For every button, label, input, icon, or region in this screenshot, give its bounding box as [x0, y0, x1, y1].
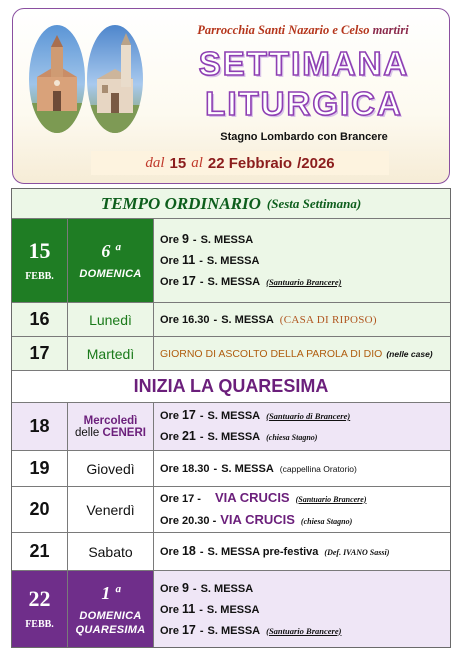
- event-time: 9: [181, 232, 189, 246]
- bell-tower-photo: [87, 25, 143, 133]
- title-line-1: SETTIMANA: [198, 45, 410, 82]
- event-line: Ore 11 - S. MESSA: [160, 250, 259, 271]
- day-name: Martedì: [86, 345, 135, 362]
- event-note: (Santuario di Brancere): [266, 411, 351, 421]
- event-time: Ore 20.30 -: [160, 514, 217, 527]
- day-name-cell: [68, 403, 154, 450]
- schedule-row-18: [12, 403, 450, 451]
- town-name: Stagno Lombardo con Brancere: [220, 131, 388, 143]
- schedule-row-16: [12, 303, 450, 337]
- day-name-cell: [68, 337, 154, 370]
- date-from-day: 15: [169, 154, 187, 172]
- event-time: 18: [181, 543, 196, 558]
- event-note: (chiesa Stagno): [300, 516, 353, 526]
- event-line: [160, 488, 367, 510]
- day-name-ceneri: CENERI: [102, 426, 146, 439]
- event-line: Ore 9 - S. MESSA: [160, 229, 253, 250]
- parish-name: [153, 23, 453, 38]
- events-cell: [154, 403, 450, 450]
- event-note: (CASA DI RIPOSO): [279, 313, 377, 326]
- day-name-cell: [68, 451, 154, 486]
- event-note: (chiesa Stagno): [266, 433, 318, 442]
- day-number: 17: [12, 337, 68, 370]
- event-prefix: Ore: [160, 276, 179, 288]
- event-prefix: Ore: [160, 603, 179, 616]
- event-label: VIA CRUCIS: [214, 489, 290, 505]
- events-cell: [154, 571, 450, 647]
- parish-prefix: Parrocchia Santi Nazario e Celso: [197, 23, 370, 37]
- date-slash: /: [297, 154, 302, 172]
- day-name: DOMENICA: [79, 609, 142, 622]
- season-band-ordinary: [12, 189, 450, 219]
- events-cell: [154, 303, 450, 336]
- event-line: Ore 17 - S. MESSA (Santuario Brancere): [160, 271, 341, 292]
- event-label: S. MESSA: [207, 431, 261, 443]
- weekly-schedule: [11, 188, 451, 648]
- event-line: Ore 11 - S. MESSA: [160, 599, 259, 620]
- season-band-lent: [12, 371, 450, 403]
- day-name: Mercoledì: [83, 414, 138, 427]
- event-label: S. MESSA: [221, 313, 274, 326]
- day-number: 19: [12, 451, 68, 486]
- event-prefix: Ore: [160, 582, 179, 595]
- event-prefix: Ore: [160, 410, 179, 422]
- event-time: 11: [181, 601, 196, 616]
- event-note: (cappellina Oratorio): [279, 463, 357, 474]
- event-note: (nelle case): [386, 348, 433, 359]
- sunday-ordinal: 6 ª: [101, 241, 120, 261]
- day-month: FEBB.: [25, 270, 54, 282]
- season-title: TEMPO ORDINARIO: [100, 193, 261, 213]
- events-cell: [154, 219, 450, 302]
- event-label: S. MESSA: [206, 603, 260, 616]
- event-time: 17: [181, 622, 196, 637]
- event-line: Ore 9 - S. MESSA: [160, 578, 253, 599]
- event-label: S. MESSA: [207, 410, 261, 422]
- day-name: Venerdì: [86, 501, 135, 518]
- day-number-cell: [12, 571, 68, 647]
- event-prefix: Ore: [160, 431, 179, 443]
- season-title: INIZIA LA QUARESIMA: [133, 376, 329, 396]
- event-label: S. MESSA: [207, 276, 261, 288]
- event-line: Ore 17 - S. MESSA (Santuario di Brancere): [160, 405, 350, 426]
- schedule-row-17: [12, 337, 450, 371]
- event-time: 17: [181, 408, 196, 422]
- day-name: Giovedì: [86, 460, 135, 477]
- schedule-row-22: [12, 571, 450, 647]
- header: [12, 8, 450, 184]
- event-note: (Santuario Brancere): [266, 625, 342, 636]
- church-photo: [29, 25, 85, 133]
- event-label: S. MESSA: [207, 624, 261, 637]
- day-name-cell: [68, 303, 154, 336]
- event-prefix: Ore: [160, 255, 179, 267]
- day-name-2: [75, 427, 146, 439]
- events-cell: [154, 487, 450, 532]
- event-time: 9: [181, 580, 189, 595]
- events-cell: [154, 533, 450, 570]
- event-line: Ore 18.30 - S. MESSA (cappellina Oratorio): [160, 459, 357, 479]
- event-label: S. MESSA: [206, 255, 260, 267]
- day-name: Lunedì: [89, 311, 132, 328]
- event-note: (Santuario Brancere): [266, 277, 342, 287]
- day-number: 22: [28, 586, 51, 611]
- day-number: 15: [28, 237, 51, 263]
- event-time: 21: [181, 429, 196, 443]
- events-cell: [154, 337, 450, 370]
- date-dal: dal: [145, 154, 165, 171]
- day-name-cell: [68, 487, 154, 532]
- event-note: (Def. IVANO Sassi): [324, 547, 390, 557]
- date-range: [91, 151, 389, 175]
- schedule-row-19: [12, 451, 450, 487]
- event-time: 17: [181, 274, 196, 288]
- event-time: Ore 16.30: [160, 313, 210, 326]
- event-line: Ore 16.30 - S. MESSA (CASA DI RIPOSO): [160, 310, 377, 330]
- event-label: VIA CRUCIS: [220, 511, 295, 527]
- day-number: 18: [12, 403, 68, 450]
- date-al: al: [191, 154, 203, 171]
- event-line: Ore 18 - S. MESSA pre-festiva (Def. IVANO Sassi): [160, 541, 389, 563]
- event-prefix: Ore: [160, 624, 179, 637]
- day-name: DOMENICA: [79, 268, 142, 280]
- day-name-delle: delle: [75, 426, 100, 439]
- event-prefix: Ore: [160, 234, 179, 246]
- day-number: 21: [12, 533, 68, 570]
- date-year: 2026: [301, 154, 335, 172]
- day-name-cell: [68, 533, 154, 570]
- title-line-2: LITURGICA: [205, 85, 403, 122]
- event-time: Ore 18.30: [160, 462, 210, 475]
- event-label: S. MESSA: [200, 582, 254, 595]
- event-note: (Santuario Brancere): [295, 494, 367, 504]
- day-name-2: QUARESIMA: [75, 623, 146, 636]
- event-prefix: Ore: [160, 545, 179, 558]
- event-line: Ore 21 - S. MESSA (chiesa Stagno): [160, 426, 317, 448]
- event-line: Ore 17 - S. MESSA (Santuario Brancere): [160, 620, 341, 641]
- event-label: GIORNO DI ASCOLTO DELLA PAROLA DI DIO: [160, 347, 383, 360]
- sunday-ordinal: 1 ª: [101, 582, 120, 603]
- schedule-row-15: [12, 219, 450, 303]
- event-time: 11: [181, 253, 196, 267]
- day-name-cell: [68, 219, 154, 302]
- day-number: 20: [12, 487, 68, 532]
- day-name-cell: [68, 571, 154, 647]
- event-label: S. MESSA pre-festiva: [207, 545, 319, 558]
- event-label: S. MESSA: [200, 234, 254, 246]
- event-line: [160, 510, 352, 532]
- schedule-row-20: [12, 487, 450, 533]
- event-time: Ore 17 -: [160, 492, 201, 505]
- day-name: Sabato: [88, 543, 133, 560]
- season-subtitle: (Sesta Settimana): [266, 195, 362, 211]
- events-cell: [154, 451, 450, 486]
- schedule-row-21: [12, 533, 450, 571]
- date-to: 22 Febbraio: [207, 154, 293, 172]
- parish-suffix: martiri: [372, 23, 409, 37]
- event-line: [160, 344, 433, 364]
- event-label: S. MESSA: [221, 462, 274, 475]
- day-number-cell: [12, 219, 68, 302]
- day-number: 16: [12, 303, 68, 336]
- day-month: FEBB.: [25, 619, 54, 630]
